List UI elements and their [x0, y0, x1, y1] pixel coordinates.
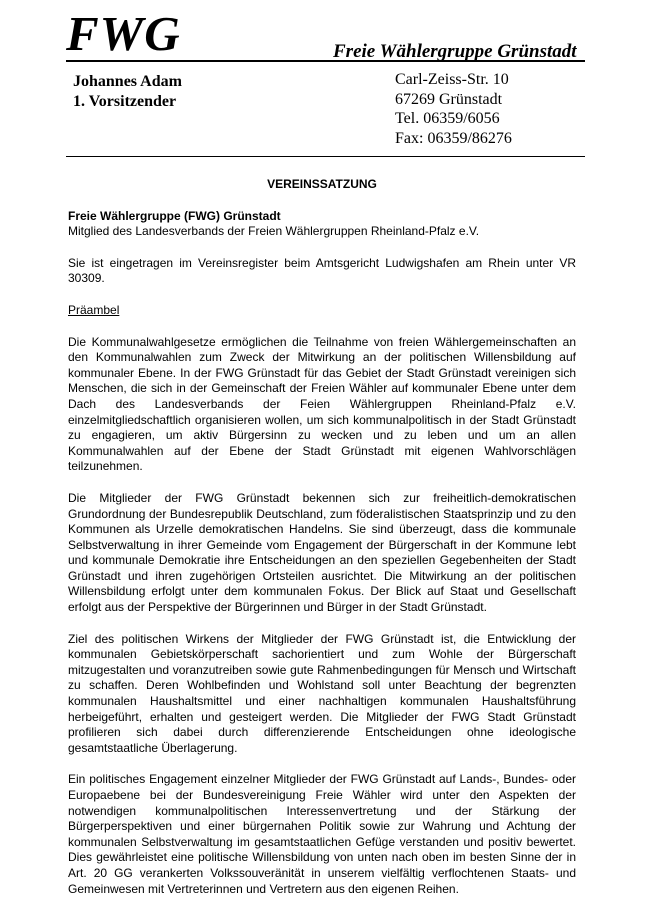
preamble-paragraph-4: Ein politisches Engagement einzelner Mitglieder der FWG Grünstadt auf Lands-, Bundes- oder Europaebene bei der Bundesvereinigung Freie Wähler wird unter den Aspekten der notwendigen kommunalpolitischen Interessenvertretung und der Stärkung der Bürgerperspektiven und einer bürgernahen Politik sowie zur Wahrung und Achtung der kommunalen Selbstverwaltung im gesamtstaatlichen Gefüge verstanden und positiv bewertet. Dies gewährleistet eine politische Willensbildung von unten nach oben im besten Sinne der in Art. 20 GG verankerten Volkssouveränität in unserem vielfältig verflochtenen Staats- und Gemeinwesen mit Vertreterinnen und Vertretern aus den eigenen Reihen. — [68, 772, 576, 896]
address-city: 67269 Grünstadt — [395, 90, 503, 108]
preamble-paragraph-2: Die Mitglieder der FWG Grünstadt bekennen sich zur freiheitlich-demokratischen Grundordnung der Bundesrepublik Deutschland, zum föderalistischen Staatsprinzip und zu den Kommunen als Urzelle demokratischen Handelns. Sie sind überzeugt, dass die kommunale Selbstverwaltung in ihrer Gemeinde vom Engagement der Bürgerschaft in der Kommune lebt und kommunale Demokratie ihre Entscheidungen an den speziellen Gegebenheiten der Stadt Grünstadt und ihren zugehörigen Ortsteilen ausrichtet. Die Mitwirkung an der politischen Willensbildung erfolgt unter dem kommunalen Fokus. Der Blick auf Staat und Gesellschaft erfolgt aus der Perspektive der Bürgerinnen und Bürger in der Stadt Grünstadt. — [68, 490, 576, 615]
chair-name: Johannes Adam — [73, 73, 182, 90]
header-divider — [66, 156, 585, 157]
document-title: VEREINSSATZUNG — [267, 177, 377, 191]
letterhead-underline — [66, 60, 585, 62]
chair-role: 1. Vorsitzender — [73, 93, 177, 110]
phone-number: Tel. 06359/6056 — [395, 110, 500, 127]
preamble-heading: Präambel — [68, 302, 120, 317]
address-block — [395, 70, 512, 148]
registry-paragraph: Sie ist eingetragen im Vereinsregister beim Amtsgericht Ludwigshafen am Rhein unter VR 30309. — [68, 255, 576, 286]
organization-line: Freie Wählergruppe (FWG) Grünstadt — [68, 208, 281, 223]
preamble-paragraph-1: Die Kommunalwahlgesetze ermöglichen die Teilnahme von freien Wählergemeinschaften an den Kommunalwahlen zum Zweck der Mitwirkung an der politischen Willensbildung auf kommunaler Ebene. In der FWG Grünstadt für das Gebiet der Stadt Grünstadt vereinigen sich Menschen, die sich in der Gemeinschaft der Freien Wähler auf kommunaler Ebene unter dem Dach des Landesverbands der Feien Wählergruppen Rheinland-Pfalz e.V. einzelmitgliedschaftlich organisieren wollen, um sich kommunalpolitisch in der Stadt Grünstadt zu engagieren, um aktiv Bürgersinn zu wecken und zu leben und um an allen Kommunalwahlen auf der Ebene der Stadt Grünstadt mit eigenen Wahlvorschlägen teilzunehmen. — [68, 334, 576, 474]
document-body — [68, 177, 576, 913]
preamble-paragraph-3: Ziel des politischen Wirkens der Mitglieder der FWG Grünstadt ist, die Entwicklung der kommunalen Gebietskörperschaft sachorientiert und zum Wohle der Bürgerschaft mitzugestalten und voranzutreiben sowie gute Rahmenbedingungen für Mensch und Wirtschaft zu schaffen. Deren Wohlbefinden und Wohlstand soll unter Beachtung der begrenzten kommunalen Haushaltsmittel und einer nachhaltigen kommunalen Haushaltsführung herbeigeführt, erhalten und gesteigert werden. Die Mitglieder der FWG Stadt Grünstadt profilieren sich dabei durch differenzierende Entscheidungen ohne ideologische gesamtstaatliche Überlagerung. — [68, 631, 576, 755]
organization-name: Freie Wählergruppe Grünstadt — [333, 41, 577, 62]
organization-block — [68, 209, 576, 240]
fax-number: Fax: 06359/86276 — [395, 129, 512, 147]
address-street: Carl-Zeiss-Str. 10 — [395, 71, 509, 88]
chair-block — [73, 72, 182, 112]
membership-line: Mitglied des Landesverbands der Freien Wählergruppen Rheinland-Pfalz e.V. — [68, 224, 480, 239]
fwg-logo: FWG — [66, 6, 181, 61]
